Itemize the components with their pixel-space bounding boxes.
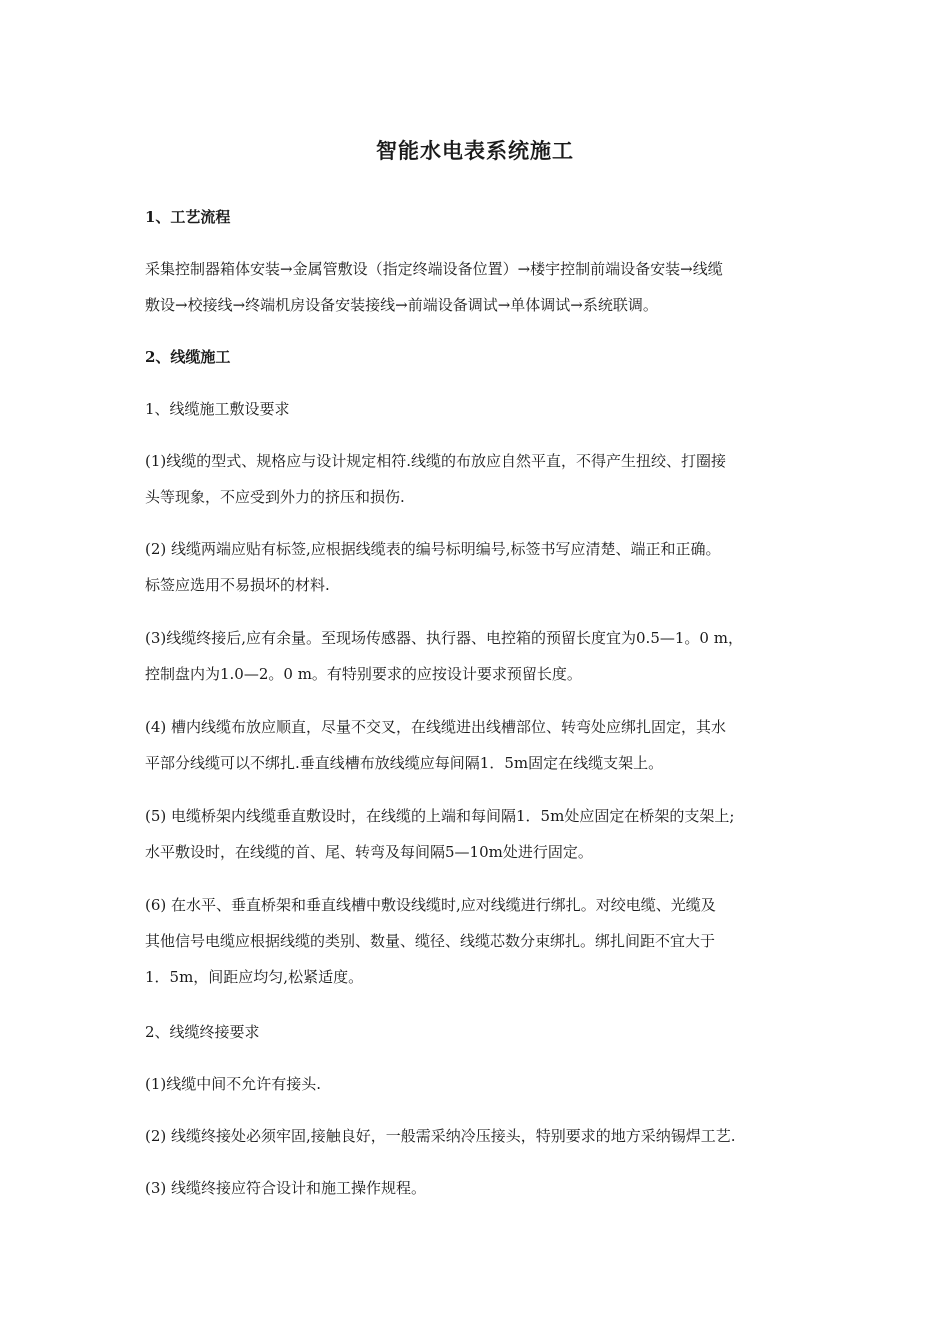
process-flow-paragraph <box>145 251 817 323</box>
paragraph-line: 1．5m，间距应均匀,松紧适度。 <box>145 968 364 986</box>
paragraph-line: (2) 线缆终接处必须牢固,接触良好，一般需采纳冷压接头，特别要求的地方采纳锡焊工艺. <box>145 1127 736 1145</box>
paragraph-line: (1)线缆中间不允许有接头. <box>145 1075 322 1093</box>
paragraph-line: 敷设→校接线→终端机房设备安装接线→前端设备调试→单体调试→系统联调。 <box>145 296 658 314</box>
paragraph-line: (1)线缆的型式、规格应与设计规定相符.线缆的布放应自然平直，不得产生扭绞、打圈接 <box>145 452 727 470</box>
paragraph-line: 头等现象，不应受到外力的挤压和损伤. <box>145 488 405 506</box>
paragraph-line: 水平敷设时，在线缆的首、尾、转弯及每间隔5—10m处进行固定。 <box>145 843 593 861</box>
paragraph-line: 标签应选用不易损坏的材料. <box>145 576 330 594</box>
subsection-1-title: 1、线缆施工敷设要求 <box>145 400 290 418</box>
paragraph-line: 平部分线缆可以不绑扎.垂直线槽布放线缆应每间隔1．5m固定在线缆支架上。 <box>145 754 664 772</box>
paragraph-line: (3)线缆终接后,应有余量。至现场传感器、执行器、电控箱的预留长度宜为0.5—1。0 m， <box>145 629 743 647</box>
document-title: 智能水电表系统施工 <box>376 138 574 163</box>
termination-item-1 <box>145 1066 817 1102</box>
section-2-heading: 2、线缆施工 <box>145 348 231 366</box>
paragraph-line: 采集控制器箱体安装→金属管敷设（指定终端设备位置）→楼宇控制前端设备安装→线缆 <box>145 260 723 278</box>
paragraph-line: 其他信号电缆应根据线缆的类别、数量、缆径、线缆芯数分束绑扎。绑扎间距不宜大于 <box>145 932 716 950</box>
paragraph-line: 控制盘内为1.0—2。0 m。有特别要求的应按设计要求预留长度。 <box>145 665 582 683</box>
section-1-heading: 1、工艺流程 <box>145 208 231 226</box>
paragraph-line: (4) 槽内线缆布放应顺直，尽量不交叉，在线缆进出线槽部位、转弯处应绑扎固定，其水 <box>145 718 727 736</box>
paragraph-line: (3) 线缆终接应符合设计和施工操作规程。 <box>145 1179 427 1197</box>
subsection-2-title: 2、线缆终接要求 <box>145 1023 260 1041</box>
paragraph-line: (2) 线缆两端应贴有标签,应根据线缆表的编号标明编号,标签书写应清楚、端正和正确。 <box>145 540 721 558</box>
termination-item-3 <box>145 1170 817 1206</box>
requirement-item-3 <box>145 620 817 692</box>
paragraph-line: (6) 在水平、垂直桥架和垂直线槽中敷设线缆时,应对线缆进行绑扎。对绞电缆、光缆及 <box>145 896 716 914</box>
requirement-item-5 <box>145 798 817 870</box>
requirement-item-2 <box>145 531 817 603</box>
paragraph-line: (5) 电缆桥架内线缆垂直敷设时，在线缆的上端和每间隔1．5m处应固定在桥架的支架上; <box>145 807 735 825</box>
requirement-item-6 <box>145 887 817 995</box>
requirement-item-1 <box>145 443 817 515</box>
requirement-item-4 <box>145 709 817 781</box>
termination-item-2 <box>145 1118 817 1154</box>
